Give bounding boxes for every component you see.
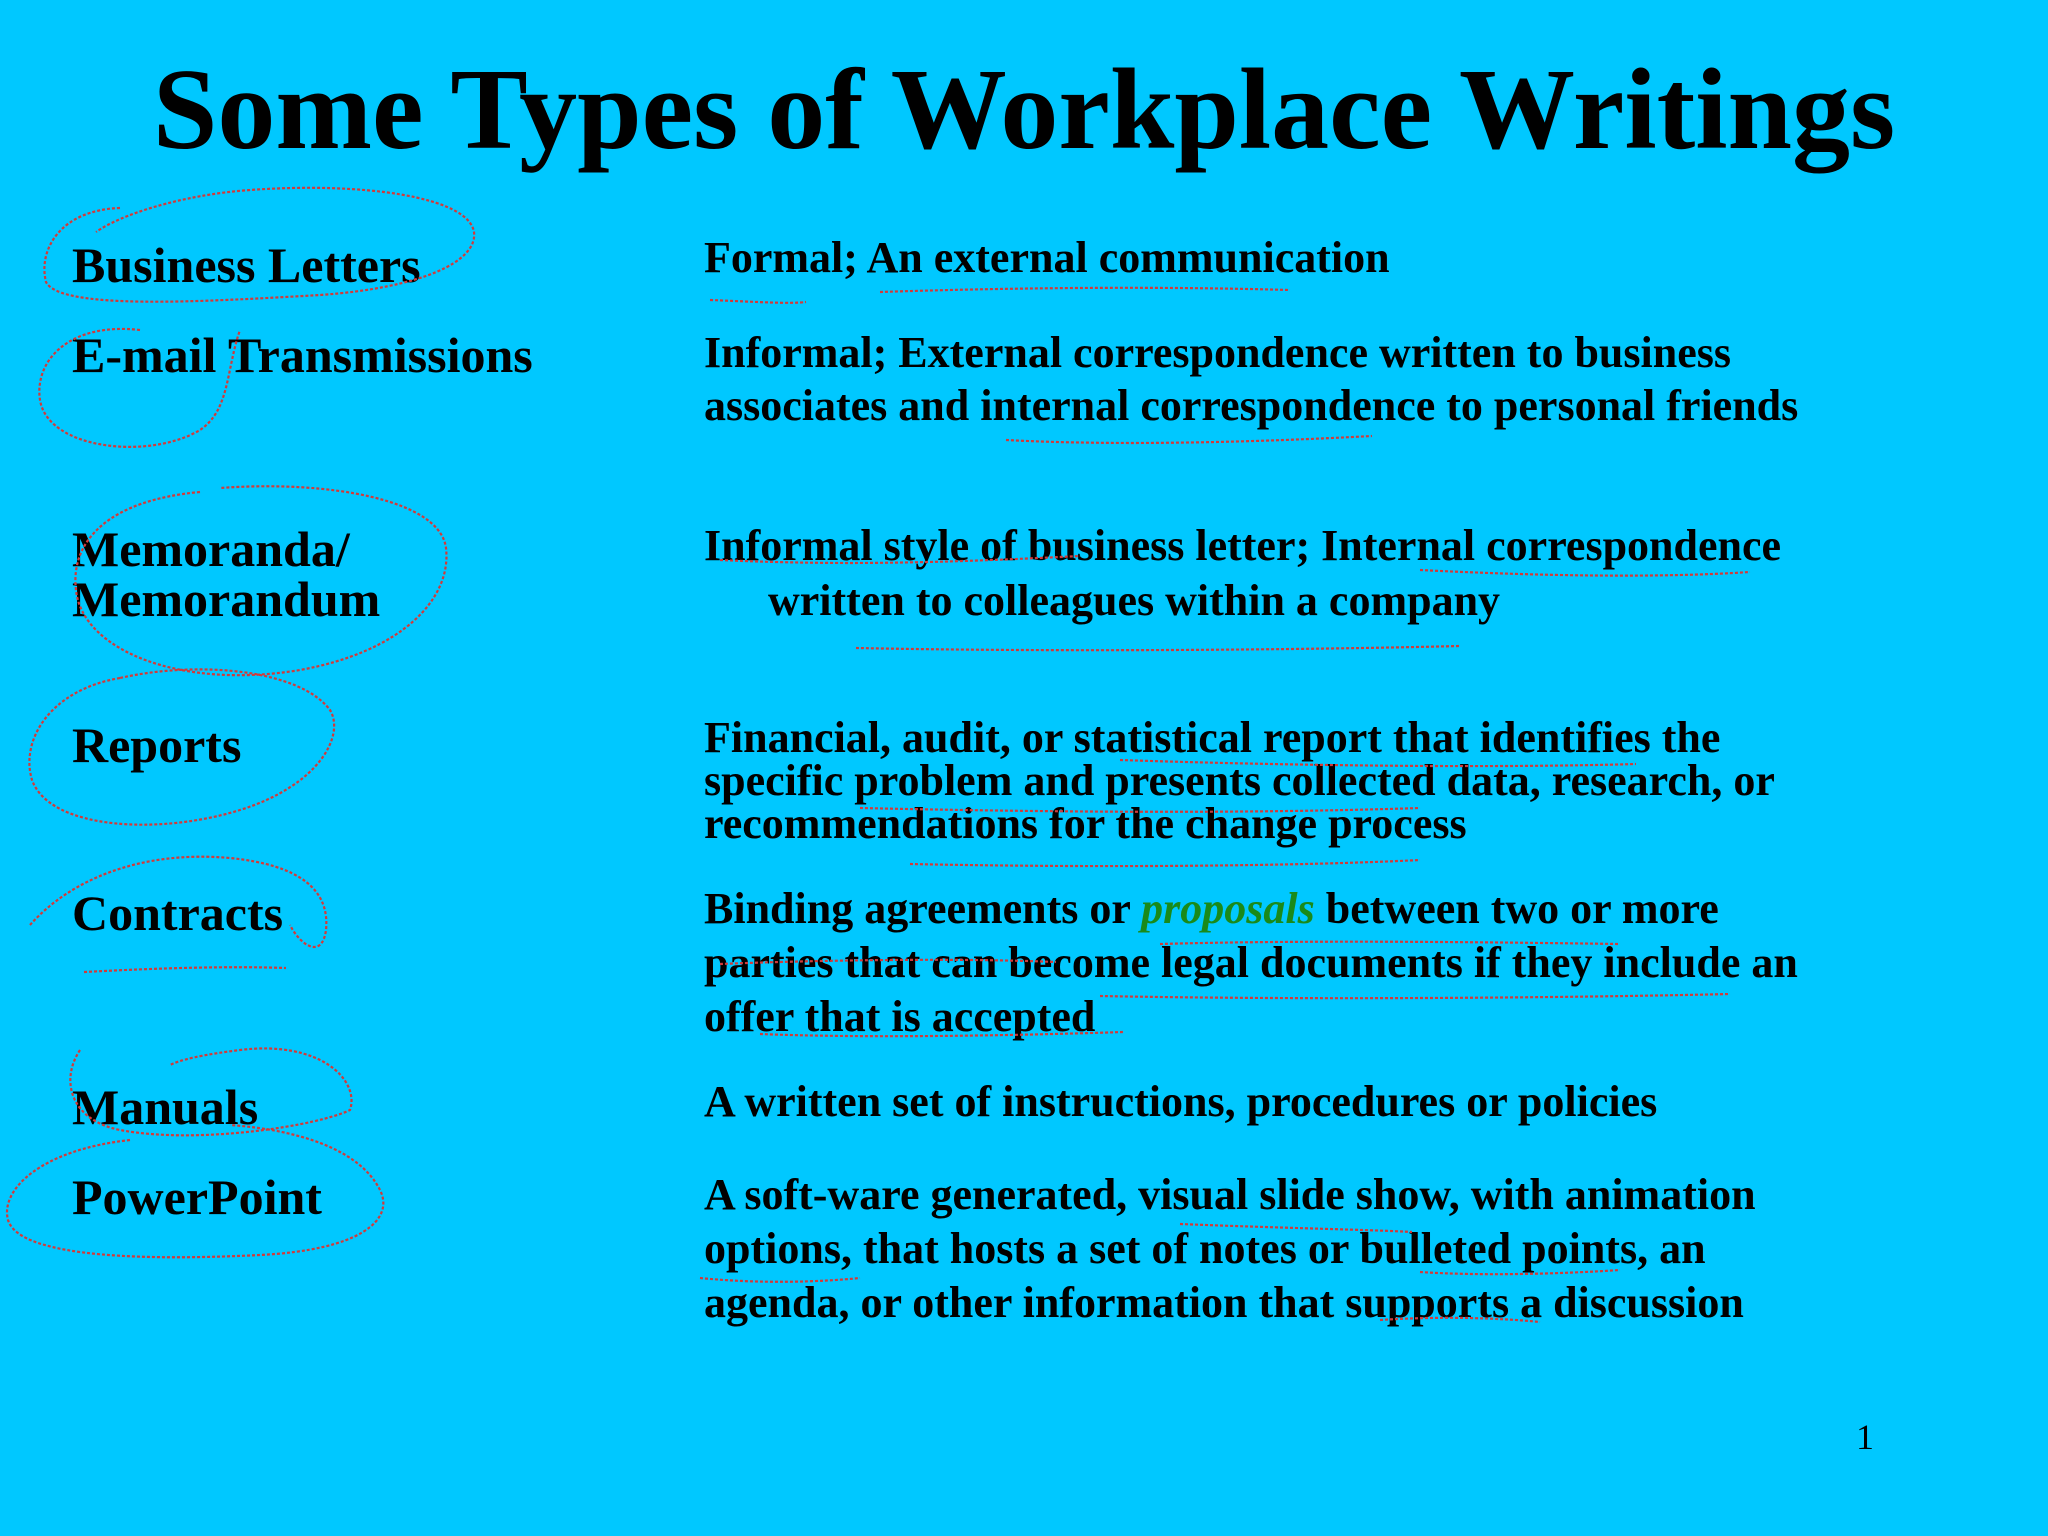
desc-line: A written set of instructions, procedures or policies — [704, 1077, 1658, 1126]
desc-memoranda — [704, 518, 1781, 628]
underline — [910, 860, 1420, 866]
desc-line: A soft-ware generated, visual slide show, with animation — [704, 1170, 1756, 1219]
emphasis-proposals: proposals — [1141, 884, 1315, 933]
underline — [84, 967, 286, 972]
underline — [1006, 436, 1372, 443]
term-line: Memoranda/ — [72, 521, 350, 577]
term-business-letters: Business Letters — [72, 237, 421, 293]
underline — [856, 646, 1460, 650]
desc-powerpoint — [704, 1168, 1756, 1330]
desc-line: written to colleagues within a company — [768, 576, 1501, 625]
desc-business-letters — [704, 232, 1390, 284]
slide-title: Some Types of Workplace Writings — [152, 46, 1896, 174]
term-line: Memorandum — [72, 571, 381, 627]
underline — [710, 300, 806, 303]
desc-line: offer that is accepted — [704, 992, 1096, 1041]
term-contracts: Contracts — [72, 885, 284, 941]
term-memoranda — [72, 521, 381, 627]
page-number: 1 — [1856, 1417, 1874, 1457]
desc-reports — [704, 713, 1775, 848]
desc-line: recommendations for the change process — [704, 799, 1467, 848]
desc-line: agenda, or other information that supports a discussion — [704, 1278, 1744, 1327]
desc-email-transmissions — [704, 326, 1798, 432]
term-reports: Reports — [72, 717, 242, 773]
desc-line: associates and internal correspondence to personal friends — [704, 381, 1799, 430]
underline — [880, 288, 1290, 292]
desc-line: Informal style of business letter; Internal correspondence — [704, 521, 1782, 570]
desc-contracts — [704, 882, 1798, 1044]
term-powerpoint: PowerPoint — [72, 1169, 322, 1225]
desc-text: between two or more — [1314, 884, 1719, 933]
desc-line — [704, 882, 1798, 936]
desc-line: options, that hosts a set of notes or bulleted points, an — [704, 1224, 1706, 1273]
desc-text: Binding agreements or — [704, 884, 1142, 933]
term-email-transmissions: E-mail Transmissions — [72, 327, 533, 383]
desc-line: Financial, audit, or statistical report that identifies the — [704, 713, 1721, 762]
term-manuals: Manuals — [72, 1079, 259, 1135]
desc-line: parties that can become legal documents if they include an — [704, 938, 1798, 987]
desc-line: Informal; External correspondence written to business — [704, 328, 1731, 377]
desc-manuals — [704, 1076, 1657, 1128]
desc-line: Formal; An external communication — [704, 233, 1390, 282]
desc-line: specific problem and presents collected data, research, or — [704, 756, 1775, 805]
